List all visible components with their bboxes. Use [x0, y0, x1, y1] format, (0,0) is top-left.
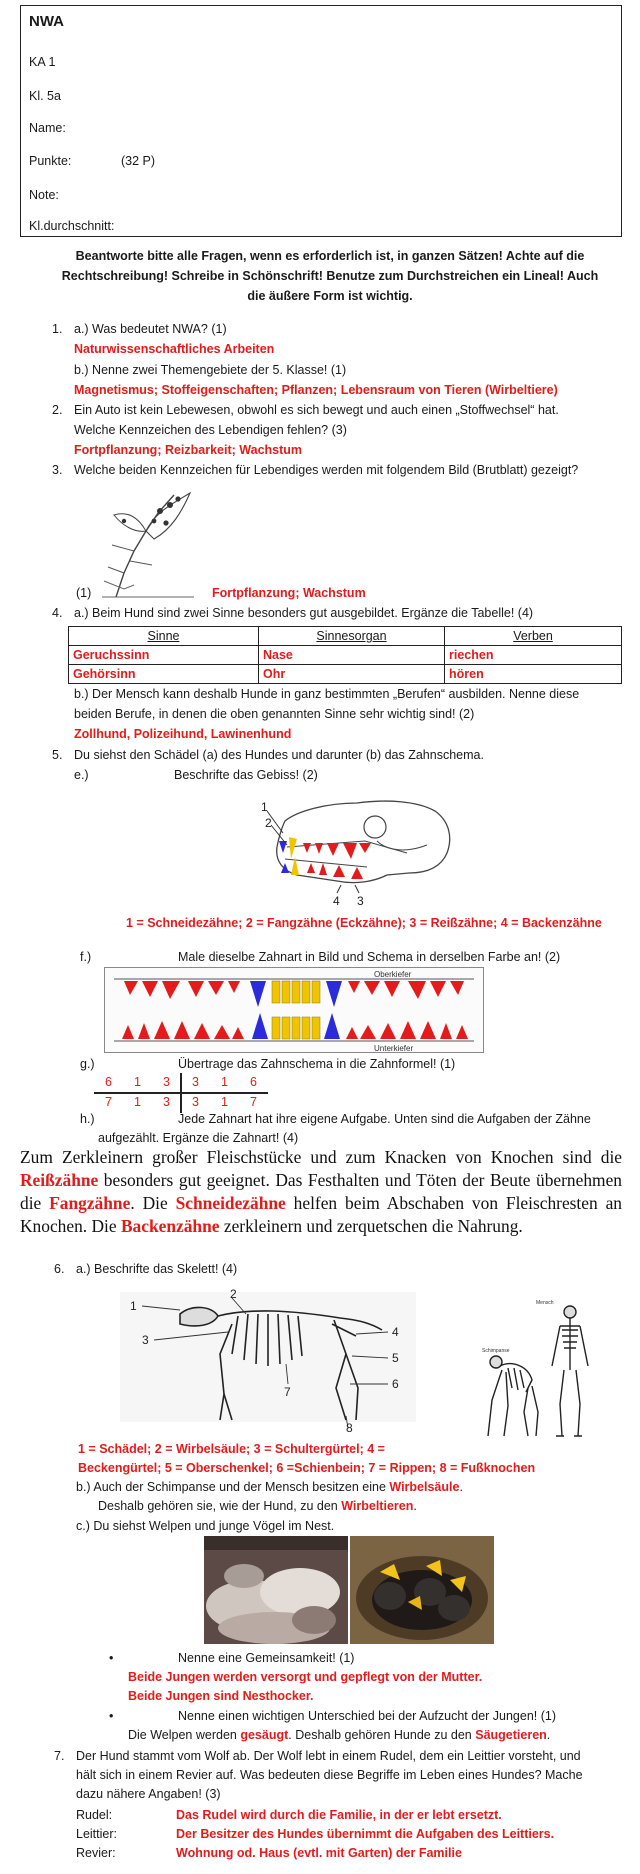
q7-term-answer: Das Rudel wird durch die Familie, in der er lebt ersetzt. [176, 1808, 502, 1822]
primate-label: Schimpanse [482, 1348, 510, 1354]
q7-number: 7. [54, 1749, 65, 1763]
q5f-question: Male dieselbe Zahnart in Bild und Schema in derselben Farbe an! (2) [178, 950, 561, 964]
primate-skeleton-drawing [466, 1296, 598, 1444]
q6a-answer1: 1 = Schädel; 2 = Wirbelsäule; 3 = Schultergürtel; 4 = [78, 1442, 385, 1456]
q6c-text: Die Welpen werden [128, 1728, 241, 1742]
subject-title: NWA [29, 13, 64, 30]
paragraph-text: Zum Zerkleinern großer Fleischstücke und zum Knacken von Knochen sind die [20, 1147, 622, 1167]
q6b-text: . [459, 1480, 463, 1494]
q6c-question: c.) Du siehst Welpen und junge Vögel im Nest. [76, 1519, 335, 1533]
skeleton-label: 6 [392, 1377, 399, 1391]
q3-points: (1) [76, 586, 92, 600]
formula-cell: 1 [134, 1095, 141, 1109]
skeleton-label: 7 [284, 1385, 291, 1399]
tooth-formula [94, 1073, 268, 1113]
q2-answer: Fortpflanzung; Reizbarkeit; Wachstum [74, 443, 303, 457]
q5-number: 5. [52, 748, 63, 762]
paragraph-text: . Die [130, 1193, 176, 1213]
average-label: Kl.durchschnitt: [29, 219, 115, 233]
lower-jaw-label: Unterkiefer [374, 1044, 414, 1053]
q6b-line1 [76, 1480, 463, 1494]
q4b-line1: b.) Der Mensch kann deshalb Hunde in ganz bestimmten „Berufen“ ausbilden. Nenne diese [74, 687, 580, 701]
q2-line1: Ein Auto ist kein Lebewesen, obwohl es sich bewegt und auch einen „Stoffwechsel“ hat. [74, 403, 559, 417]
q1a-question: a.) Was bedeutet NWA? (1) [74, 322, 227, 336]
q5h-line1: Jede Zahnart hat ihre eigene Aufgabe. Unten sind die Aufgaben der Zähne [178, 1112, 591, 1126]
q6c-text: . Deshalb gehören Hunde zu den [288, 1728, 476, 1742]
q7-line3: dazu nähere Angaben! (3) [76, 1787, 221, 1801]
q1b-question: b.) Nenne zwei Themengebiete der 5. Klasse! (1) [74, 363, 347, 377]
q5g-label: g.) [80, 1057, 95, 1071]
skull-label: 3 [357, 894, 364, 908]
formula-cell: 1 [221, 1095, 228, 1109]
q6-number: 6. [54, 1262, 65, 1276]
table-cell: hören [445, 665, 622, 684]
paragraph-answer: Schneidezähne [175, 1193, 286, 1213]
q4-number: 4. [52, 606, 63, 620]
q6c-answer [128, 1728, 550, 1742]
q6b-answer: Wirbeltieren [341, 1499, 414, 1513]
paragraph-answer: Reißzähne [20, 1170, 99, 1190]
q6c-text: . [546, 1728, 551, 1742]
q6c-answer-word: Säugetieren [475, 1728, 547, 1742]
q5g-question: Übertrage das Zahnschema in die Zahnformel! (1) [178, 1057, 456, 1071]
dog-skull-drawing [257, 781, 457, 909]
paragraph-text: helfen beim Abschaben von Fleischresten an Knochen. Die [20, 1193, 623, 1236]
test-label: KA 1 [29, 55, 56, 69]
q7-term: Revier: [76, 1846, 116, 1860]
q1b-answer: Magnetismus; Stoffeigenschaften; Pflanzen; Lebensraum von Tieren (Wirbeltiere) [74, 383, 558, 397]
formula-cell: 1 [221, 1075, 228, 1089]
formula-cell: 1 [134, 1075, 141, 1089]
table-header: Sinne [69, 627, 259, 646]
table-cell: Nase [259, 646, 445, 665]
table-header: Verben [445, 627, 622, 646]
tooth-scheme-drawing [104, 967, 484, 1053]
skeleton-label: 8 [346, 1421, 353, 1434]
q6c-bullet1: Nenne eine Gemeinsamkeit! (1) [178, 1651, 355, 1665]
q5h-line2: aufgezählt. Ergänze die Zahnart! (4) [98, 1131, 299, 1145]
q5h-label: h.) [80, 1112, 95, 1126]
formula-cell: 6 [105, 1075, 112, 1089]
q5-intro: Du siehst den Schädel (a) des Hundes und darunter (b) das Zahnschema. [74, 748, 484, 762]
skull-label: 1 [261, 800, 268, 814]
formula-cell: 6 [250, 1075, 257, 1089]
q6c-answer-word: gesäugt [240, 1728, 289, 1742]
q5f-label: f.) [80, 950, 92, 964]
q6b-text: Deshalb gehören sie, wie der Hund, zu den [98, 1499, 342, 1513]
instructions: Beantworte bitte alle Fragen, wenn es erforderlich ist, in ganzen Sätzen! Achte auf die Rechtschreibung! Schreibe in Schönschrift! Benutze zum Durchstreichen ein Lineal! Auch die äußere Form ist wichtig. [61, 249, 599, 303]
formula-cell: 3 [192, 1095, 199, 1109]
q3-question: Welche beiden Kennzeichen für Lebendiges werden mit folgendem Bild (Brutblatt) gezeigt? [74, 463, 579, 477]
paragraph-text: zerkleinern und zerquetschen die Nahrung. [219, 1216, 523, 1236]
teeth-function-paragraph [20, 1146, 622, 1238]
q5e-label: e.) [74, 768, 89, 782]
skeleton-label: 1 [130, 1299, 137, 1313]
skeleton-label: 4 [392, 1325, 399, 1339]
q5e-question: Beschrifte das Gebiss! (2) [174, 768, 318, 782]
q3-answer: Fortpflanzung; Wachstum [212, 586, 366, 600]
table-cell: Ohr [259, 665, 445, 684]
q2-line2: Welche Kennzeichen des Lebendigen fehlen? (3) [74, 423, 347, 437]
table-cell: Geruchssinn [69, 646, 259, 665]
q6a-question: a.) Beschrifte das Skelett! (4) [76, 1262, 238, 1276]
skeleton-label: 2 [230, 1287, 237, 1301]
q7-term: Leittier: [76, 1827, 117, 1841]
q4b-answer: Zollhund, Polizeihund, Lawinenhund [74, 727, 292, 741]
q4a-question: a.) Beim Hund sind zwei Sinne besonders gut ausgebildet. Ergänze die Tabelle! (4) [74, 606, 534, 620]
name-label: Name: [29, 121, 66, 135]
q2-number: 2. [52, 403, 63, 417]
formula-cell: 3 [163, 1075, 170, 1089]
paragraph-text: besonders gut geeignet. Das Festhalten und Töten der Beute übernehmen die [20, 1170, 622, 1213]
brutblatt-drawing [94, 481, 198, 599]
dog-skeleton-drawing [120, 1284, 416, 1434]
table-cell: Gehörsinn [69, 665, 259, 684]
formula-cell: 7 [250, 1095, 257, 1109]
header-box [20, 5, 622, 237]
table-header: Sinnesorgan [259, 627, 445, 646]
bullet-dot-icon: • [109, 1709, 114, 1723]
q4b-line2: beiden Berufe, in denen die oben genannten Sinne sehr wichtig sind! (2) [74, 707, 475, 721]
q7-term: Rudel: [76, 1808, 113, 1822]
puppies-photo [204, 1536, 348, 1644]
q6b-text: . [413, 1499, 417, 1513]
q6a-answer2: Beckengürtel; 5 = Oberschenkel; 6 =Schienbein; 7 = Rippen; 8 = Fußknochen [78, 1461, 536, 1475]
q6c-bullet1-answer1: Beide Jungen werden versorgt und gepflegt von der Mutter. [128, 1670, 483, 1684]
q5e-answer: 1 = Schneidezähne; 2 = Fangzähne (Eckzähne); 3 = Reißzähne; 4 = Backenzähne [126, 916, 602, 930]
points-label: Punkte: [29, 154, 72, 168]
bullet-dot-icon: • [109, 1651, 114, 1665]
skull-label: 2 [265, 816, 272, 830]
formula-cell: 7 [105, 1095, 112, 1109]
skeleton-label: 5 [392, 1351, 399, 1365]
table-row [69, 665, 622, 684]
q7-term-answer: Wohnung od. Haus (evtl. mit Garten) der Familie [176, 1846, 462, 1860]
paragraph-answer: Fangzähne [49, 1193, 131, 1213]
table-cell: riechen [445, 646, 622, 665]
q7-line2: hält sich in einem Revier auf. Was bedeuten diese Begriffe im Leben eines Hundes? Mache [76, 1768, 583, 1782]
senses-table [68, 626, 622, 684]
upper-jaw-label: Oberkiefer [374, 970, 412, 979]
q7-line1: Der Hund stammt vom Wolf ab. Der Wolf lebt in einem Rudel, dem ein Leittier vorsteht, und [76, 1749, 581, 1763]
paragraph-answer: Backenzähne [120, 1216, 220, 1236]
q6b-text: b.) Auch der Schimpanse und der Mensch besitzen eine [76, 1480, 390, 1494]
skull-label: 4 [333, 894, 340, 908]
q1-number: 1. [52, 322, 63, 336]
q6b-line2 [98, 1499, 417, 1513]
primate-label: Mensch [536, 1300, 554, 1306]
grade-label: Note: [29, 188, 59, 202]
q6c-bullet2: Nenne einen wichtigen Unterschied bei der Aufzucht der Jungen! (1) [178, 1709, 557, 1723]
bird-nest-photo [350, 1536, 494, 1644]
q3-number: 3. [52, 463, 63, 477]
points-value: (32 P) [121, 154, 156, 168]
q7-term-answer: Der Besitzer des Hundes übernimmt die Aufgaben des Leittiers. [176, 1827, 555, 1841]
table-header-row [69, 627, 622, 646]
q1a-answer: Naturwissenschaftliches Arbeiten [74, 342, 275, 356]
skeleton-label: 3 [142, 1333, 149, 1347]
formula-cell: 3 [163, 1095, 170, 1109]
table-row [69, 646, 622, 665]
formula-cell: 3 [192, 1075, 199, 1089]
q6b-answer: Wirbelsäule [389, 1480, 460, 1494]
class-label: Kl. 5a [29, 89, 61, 103]
q6c-bullet1-answer2: Beide Jungen sind Nesthocker. [128, 1689, 314, 1703]
